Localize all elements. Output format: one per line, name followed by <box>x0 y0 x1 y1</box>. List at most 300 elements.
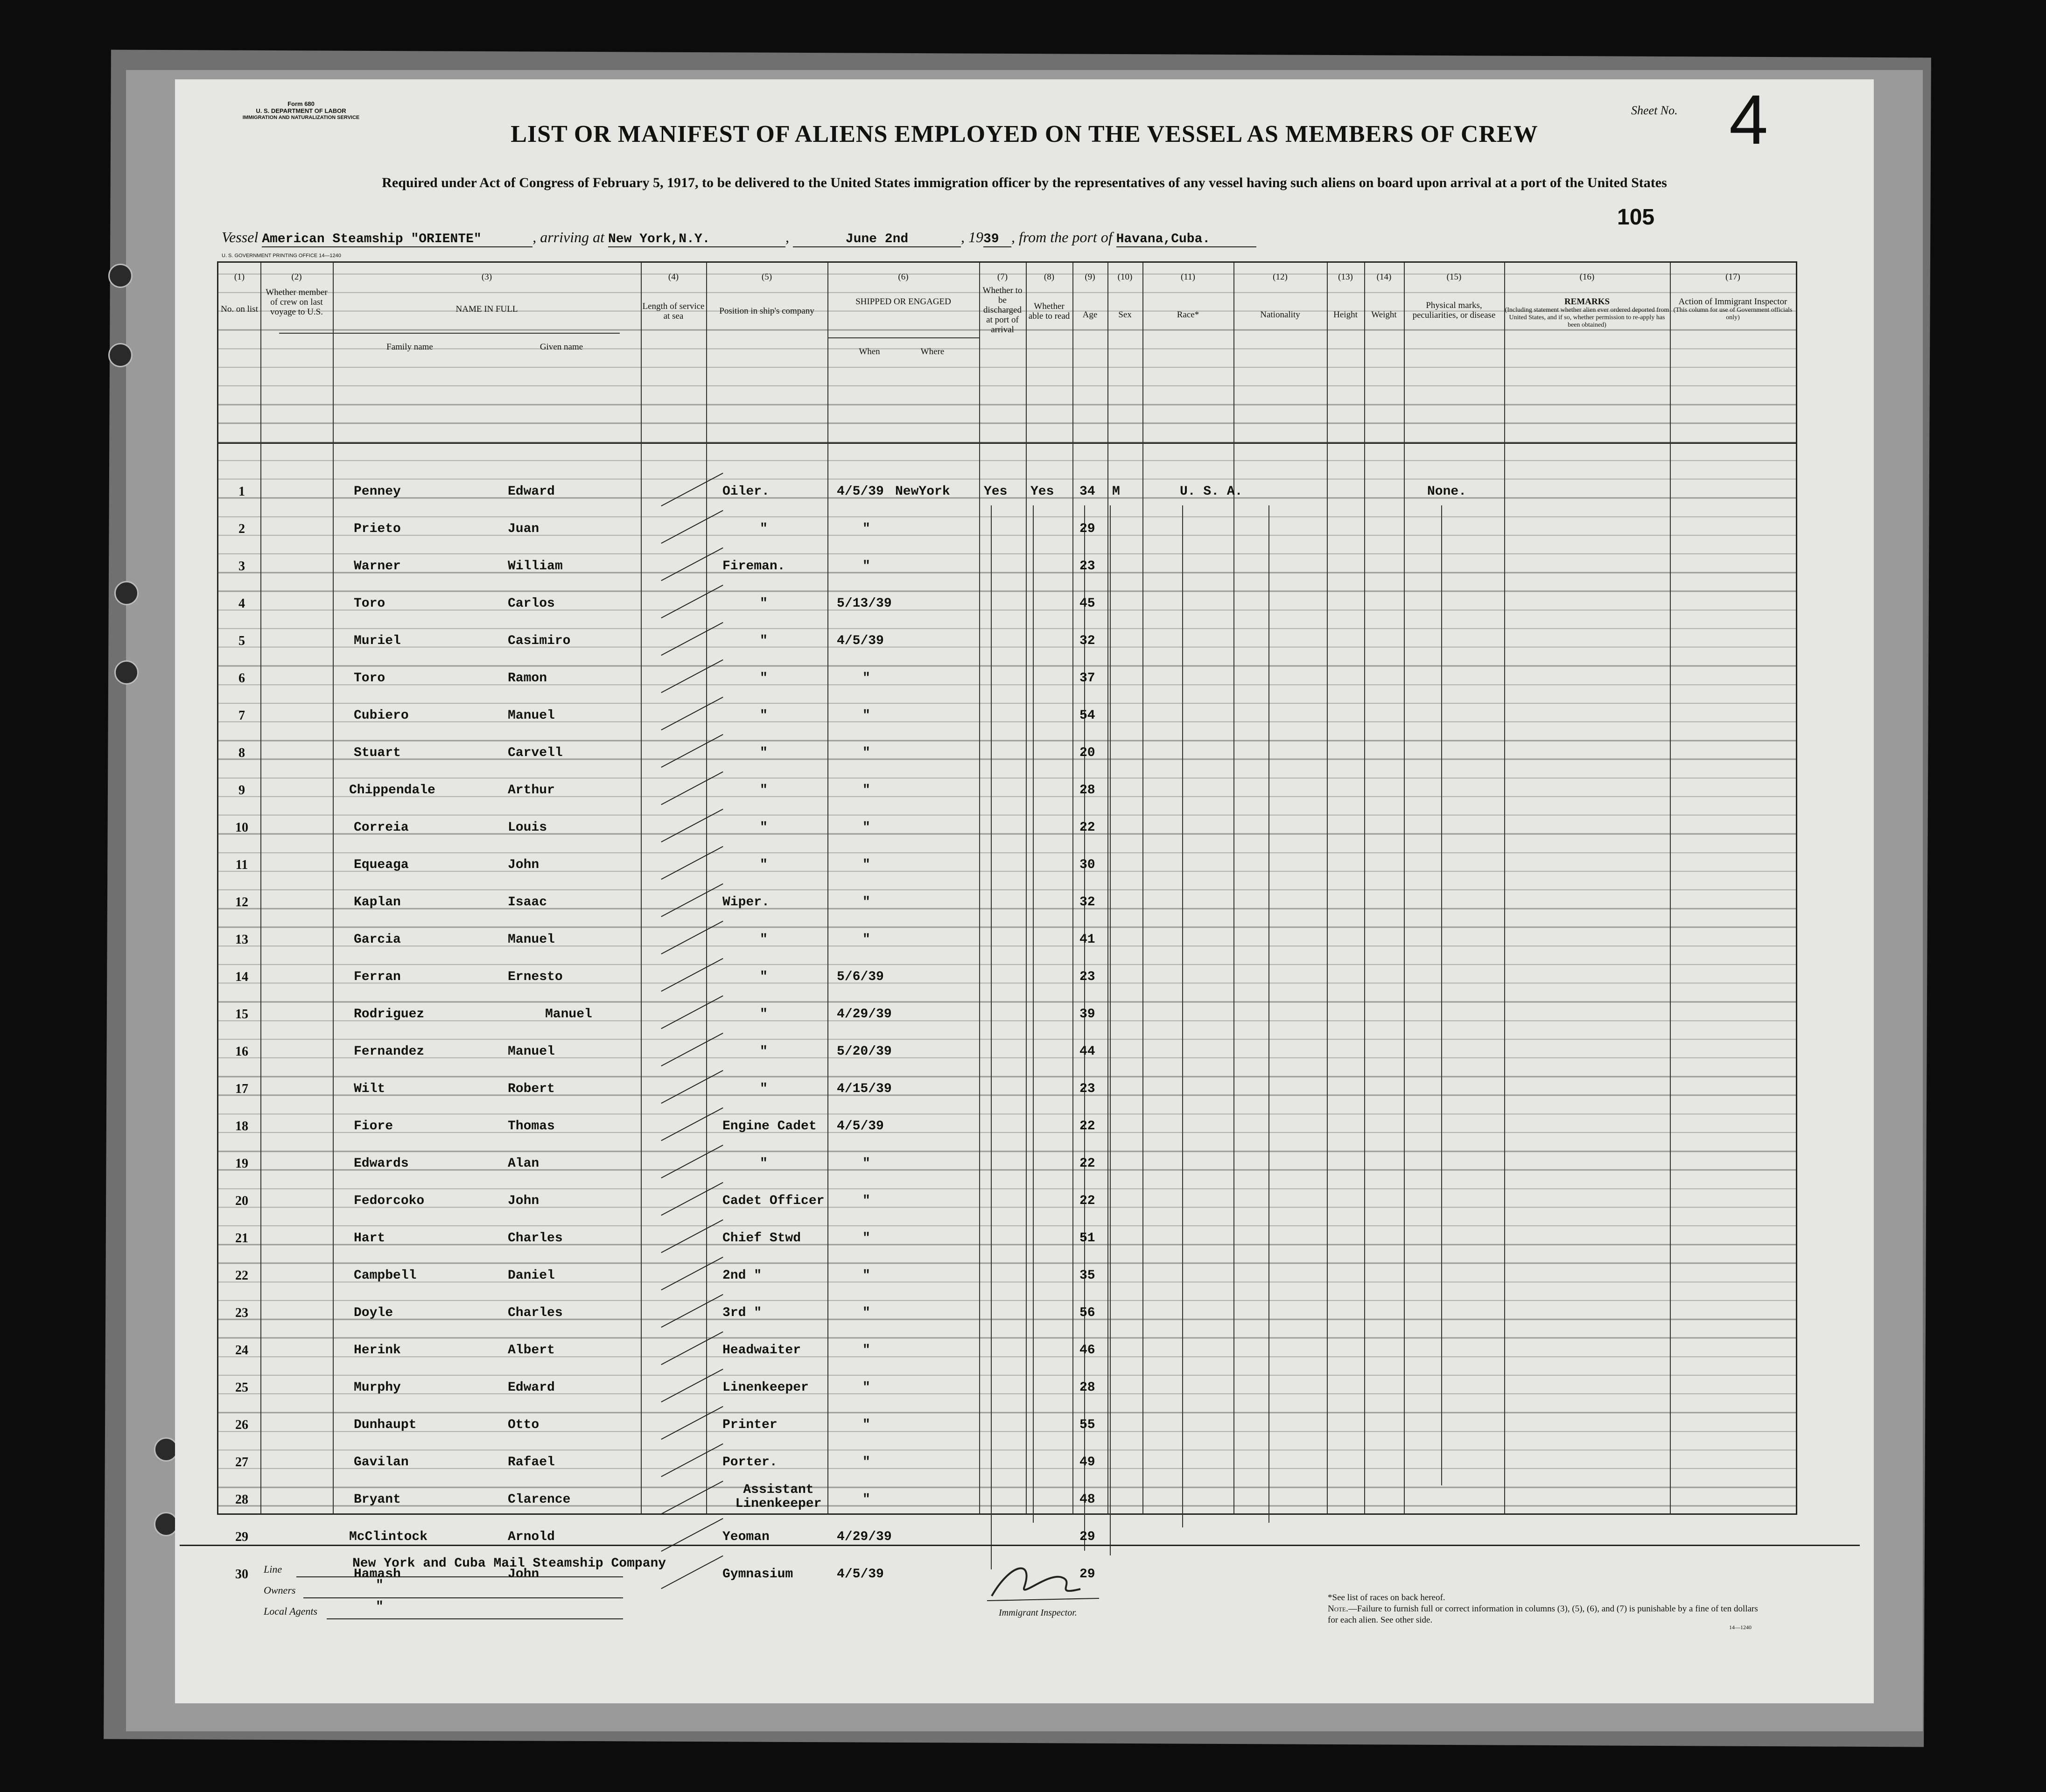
service-check-icon <box>661 1219 723 1253</box>
form-service: IMMIGRATION AND NATURALIZATION SERVICE <box>242 115 360 120</box>
family-name: Dunhaupt <box>354 1418 417 1432</box>
row-number: 11 <box>235 858 248 872</box>
fine-note: Note.—Failure to furnish full or correct information in columns (3), (5), (6), and (7) is punishable by a fine of ten dollars for each alien. See other side. <box>1328 1604 1758 1625</box>
family-name: McClintock <box>349 1530 428 1544</box>
row-number: 27 <box>235 1455 248 1470</box>
sex-value: M <box>1112 484 1120 499</box>
given-name: Isaac <box>508 895 547 910</box>
family-name: Wilt <box>354 1082 385 1096</box>
age: 32 <box>1079 895 1095 910</box>
read-value: Yes <box>1030 484 1054 499</box>
row-number: 5 <box>238 634 245 648</box>
row-number: 18 <box>235 1119 248 1134</box>
position: Yeoman <box>722 1530 770 1544</box>
age: 28 <box>1079 783 1095 798</box>
table-row <box>218 1380 1796 1408</box>
shipped-when: 4/15/39 <box>837 1082 892 1096</box>
table-row <box>218 820 1796 848</box>
position: Wiper. <box>722 895 770 910</box>
year-prefix: , 19 <box>960 229 983 245</box>
family-name: Warner <box>354 559 401 574</box>
table-row <box>218 895 1796 923</box>
shipped-when: " <box>862 858 870 872</box>
service-check-icon <box>661 1070 723 1104</box>
col-5-header: (5) Position in ship's company <box>719 272 814 316</box>
given-name: Ramon <box>508 671 547 686</box>
position: Oiler. <box>722 484 770 499</box>
row-number: 30 <box>235 1567 248 1582</box>
arriving-label: , arriving at <box>533 229 604 245</box>
position: " <box>760 746 768 760</box>
service-check-icon <box>661 1518 723 1552</box>
binder-hole-icon <box>108 343 133 367</box>
family-name: Hart <box>354 1231 385 1246</box>
age: 51 <box>1079 1231 1095 1246</box>
service-check-icon <box>661 771 723 805</box>
age: 54 <box>1079 708 1095 723</box>
family-name: Fernandez <box>354 1044 425 1059</box>
table-row <box>218 1194 1796 1222</box>
position: Assistant Linenkeeper <box>735 1483 822 1511</box>
position: " <box>760 1082 768 1096</box>
row-number: 8 <box>238 746 245 760</box>
family-name: Garcia <box>354 932 401 947</box>
family-name: Toro <box>354 596 385 611</box>
age: 49 <box>1079 1455 1095 1470</box>
service-check-icon <box>661 473 723 506</box>
family-name: Penney <box>354 484 401 499</box>
binder-hole-icon <box>108 264 133 288</box>
family-name: Correia <box>354 820 409 835</box>
given-name: Louis <box>508 820 547 835</box>
col-11-header: (11) Race* <box>1177 272 1199 320</box>
row-number: 14 <box>235 970 248 984</box>
position: Fireman. <box>722 559 785 574</box>
col-3-header: (3) NAME IN FULL <box>455 272 518 314</box>
row-number: 2 <box>238 522 245 536</box>
sheet-label: Sheet No. <box>1631 104 1678 117</box>
age: 23 <box>1079 559 1095 574</box>
position: " <box>760 858 768 872</box>
col-17-header: (17) Action of Immigrant Inspector (This column for use of Government officials only) <box>1673 272 1793 321</box>
col-7-header: (7) Whether to be discharged at port of arrival <box>982 272 1023 335</box>
family-name: Cubiero <box>354 708 409 723</box>
col-9-header: (9) Age <box>1082 272 1098 320</box>
footer-divider <box>180 1545 1860 1546</box>
family-name: Toro <box>354 671 385 686</box>
family-name: Hamash <box>354 1567 401 1582</box>
given-name: Arthur <box>508 783 555 798</box>
given-name: Daniel <box>508 1268 555 1283</box>
service-check-icon <box>661 697 723 730</box>
family-name: Rodriguez <box>354 1007 425 1022</box>
line-label: Line <box>264 1563 282 1575</box>
arrival-port: New York,N.Y. <box>608 232 785 247</box>
family-name: Herink <box>354 1343 401 1358</box>
age: 30 <box>1079 858 1095 872</box>
family-name: Gavilan <box>354 1455 409 1470</box>
position: " <box>760 783 768 798</box>
position: 3rd " <box>722 1306 762 1320</box>
shipped-when: " <box>862 1156 870 1171</box>
age: 35 <box>1079 1268 1095 1283</box>
table-row <box>218 1231 1796 1259</box>
arrival-year: 39 <box>983 232 1011 247</box>
shipped-when: 4/5/39 <box>837 1119 884 1134</box>
family-name: Muriel <box>354 634 401 648</box>
marks-value: None. <box>1427 484 1467 499</box>
age: 23 <box>1079 1082 1095 1096</box>
shipped-when: 5/13/39 <box>837 596 892 611</box>
table-row <box>218 1156 1796 1184</box>
age: 48 <box>1079 1492 1095 1507</box>
service-check-icon <box>661 1033 723 1066</box>
position: " <box>760 708 768 723</box>
given-name: Thomas <box>508 1119 555 1134</box>
col-16-header: (16) REMARKS (Including statement whether alien ever ordered deported from United States, and if so, whether permission to re-apply has been obtained) <box>1505 272 1669 329</box>
shipped-when: " <box>862 1343 870 1358</box>
given-name: Ernesto <box>508 970 563 984</box>
row-number: 7 <box>238 708 245 723</box>
row-number: 20 <box>235 1194 248 1208</box>
shipped-when: 4/5/39 <box>837 634 884 648</box>
service-check-icon <box>661 1107 723 1141</box>
given-name: John <box>508 858 540 872</box>
service-check-icon <box>661 1145 723 1178</box>
from-label: , from the port of <box>1011 229 1113 245</box>
row-number: 12 <box>235 895 248 910</box>
table-row <box>218 1044 1796 1072</box>
row-number: 28 <box>235 1492 248 1507</box>
table-row <box>218 1483 1796 1520</box>
service-check-icon <box>661 547 723 581</box>
row-number: 3 <box>238 559 245 574</box>
service-check-icon <box>661 585 723 618</box>
agents-value: " <box>376 1600 384 1614</box>
family-name: Bryant <box>354 1492 401 1507</box>
family-name: Stuart <box>354 746 401 760</box>
table-row <box>218 1119 1796 1147</box>
family-name: Fedorcoko <box>354 1194 425 1208</box>
given-name: Charles <box>508 1306 563 1320</box>
shipped-when: " <box>862 671 870 686</box>
given-name: Charles <box>508 1231 563 1246</box>
shipped-when: " <box>862 1492 870 1507</box>
shipped-when: 5/20/39 <box>837 1044 892 1059</box>
vessel-label: Vessel <box>222 229 259 245</box>
table-row <box>218 746 1796 774</box>
owners-label: Owners <box>264 1584 296 1596</box>
row-number: 22 <box>235 1268 248 1283</box>
vessel-line: Vessel American Steamship "ORIENTE" , arriving at New York,N.Y. , June 2nd , 1939 , from the port of Havana,Cuba. <box>222 229 1256 247</box>
position: Gymnasium <box>722 1567 793 1582</box>
agents-label: Local Agents <box>264 1605 318 1617</box>
shipped-when: 5/6/39 <box>837 970 884 984</box>
given-name: Robert <box>508 1082 555 1096</box>
given-name: William <box>508 559 563 574</box>
family-name: Kaplan <box>354 895 401 910</box>
table-row <box>218 1455 1796 1483</box>
shipped-when: " <box>862 708 870 723</box>
sheet-number: 4 <box>1729 80 1768 159</box>
row-number: 10 <box>235 820 248 835</box>
table-row <box>218 634 1796 662</box>
age: 22 <box>1079 1194 1095 1208</box>
age: 29 <box>1079 522 1095 536</box>
family-name: Murphy <box>354 1380 401 1395</box>
given-name: Manuel <box>545 1007 592 1022</box>
vessel-name: American Steamship "ORIENTE" <box>262 232 533 247</box>
binder-hole-icon <box>114 581 139 605</box>
table-row <box>218 1082 1796 1110</box>
manifest-sheet <box>175 79 1874 1703</box>
service-check-icon <box>661 995 723 1029</box>
given-name: Manuel <box>508 932 555 947</box>
shipped-when: " <box>862 1194 870 1208</box>
position: " <box>760 1044 768 1059</box>
col-2-header: (2) Whether member of crew on last voyage to U.S. <box>266 272 328 317</box>
family-name: Ferran <box>354 970 401 984</box>
service-check-icon <box>661 1369 723 1402</box>
service-check-icon <box>661 958 723 992</box>
age: 55 <box>1079 1418 1095 1432</box>
races-note: *See list of races on back hereof. <box>1328 1593 1445 1603</box>
form-number: Form 680 <box>287 100 315 107</box>
service-check-icon <box>661 659 723 693</box>
family-name: Fiore <box>354 1119 393 1134</box>
form-header <box>224 100 378 121</box>
table-row <box>218 1306 1796 1334</box>
row-number: 23 <box>235 1306 248 1320</box>
table-row <box>218 484 1796 512</box>
printing-office: U. S. GOVERNMENT PRINTING OFFICE 14—1240 <box>222 253 341 259</box>
age: 45 <box>1079 596 1095 611</box>
footer-notes <box>1328 1592 1766 1626</box>
given-name: Edward <box>508 484 555 499</box>
line-value: New York and Cuba Mail Steamship Company <box>352 1556 666 1571</box>
col-12-header: (12) Nationality <box>1260 272 1300 320</box>
position: 2nd " <box>722 1268 762 1283</box>
shipped-when: " <box>862 783 870 798</box>
shipped-when: 4/29/39 <box>837 1530 892 1544</box>
shipped-when: " <box>862 1231 870 1246</box>
shipped-when: 4/5/39 <box>837 1567 884 1582</box>
position: Porter. <box>722 1455 778 1470</box>
col-10-header: (10) Sex <box>1117 272 1133 320</box>
given-name: Manuel <box>508 708 555 723</box>
age: 29 <box>1079 1567 1095 1582</box>
given-name: Casimiro <box>508 634 571 648</box>
where-header: Where <box>920 347 945 357</box>
position: Linenkeeper <box>722 1380 809 1395</box>
row-number: 29 <box>235 1530 248 1544</box>
col-14-header: (14) Weight <box>1371 272 1397 320</box>
discharged-value: Yes <box>984 484 1008 499</box>
table-row <box>218 1268 1796 1296</box>
shipped-when: 4/29/39 <box>837 1007 892 1022</box>
given-name: Carlos <box>508 596 555 611</box>
shipped-when: " <box>862 522 870 536</box>
table-row <box>218 671 1796 699</box>
age: 20 <box>1079 746 1095 760</box>
family-name: Equeaga <box>354 858 409 872</box>
position: " <box>760 1156 768 1171</box>
shipped-when: " <box>862 895 870 910</box>
nationality-value: U. S. A. <box>1180 484 1243 499</box>
table-row <box>218 932 1796 960</box>
position: " <box>760 522 768 536</box>
given-name: Otto <box>508 1418 540 1432</box>
age: 41 <box>1079 932 1095 947</box>
shipped-when: " <box>862 746 870 760</box>
position: " <box>760 820 768 835</box>
given-name: John <box>508 1567 540 1582</box>
table-row <box>218 783 1796 811</box>
service-check-icon <box>661 921 723 954</box>
position: " <box>760 634 768 648</box>
age: 22 <box>1079 820 1095 835</box>
service-check-icon <box>661 1481 723 1514</box>
shipped-when: " <box>862 1455 870 1470</box>
row-number: 6 <box>238 671 245 686</box>
family-name: Prieto <box>354 522 401 536</box>
col-6-header: (6) SHIPPED OR ENGAGED <box>855 272 951 307</box>
shipped-when: " <box>862 559 870 574</box>
where-value: NewYork <box>895 484 950 499</box>
position: " <box>760 970 768 984</box>
table-row <box>218 522 1796 550</box>
shipped-when: " <box>862 1306 870 1320</box>
position: " <box>760 671 768 686</box>
table-row <box>218 1418 1796 1446</box>
row-number: 4 <box>238 596 245 611</box>
shipped-when: " <box>862 820 870 835</box>
row-number: 25 <box>235 1380 248 1395</box>
given-name: Manuel <box>508 1044 555 1059</box>
position: Printer <box>722 1418 778 1432</box>
table-row <box>218 559 1796 587</box>
shipped-when: " <box>862 1268 870 1283</box>
row-number: 1 <box>238 484 245 499</box>
family-name-header: Family name <box>386 342 433 352</box>
col-8-header: (8) Whether able to read <box>1028 272 1070 321</box>
service-check-icon <box>661 734 723 768</box>
row-number: 21 <box>235 1231 248 1246</box>
service-check-icon <box>661 1182 723 1216</box>
service-check-icon <box>661 622 723 656</box>
age: 32 <box>1079 634 1095 648</box>
family-name: Campbell <box>354 1268 417 1283</box>
given-name: Arnold <box>508 1530 555 1544</box>
service-check-icon <box>661 846 723 880</box>
given-name: Albert <box>508 1343 555 1358</box>
form-department: U. S. DEPARTMENT OF LABOR <box>256 107 346 114</box>
when-header: When <box>859 347 880 357</box>
service-check-icon <box>661 510 723 544</box>
table-row <box>218 708 1796 736</box>
shipped-when: " <box>862 932 870 947</box>
position: " <box>760 1007 768 1022</box>
arrival-date: June 2nd <box>793 232 961 247</box>
service-check-icon <box>661 1443 723 1477</box>
shipped-when: 4/5/39 <box>837 484 884 499</box>
row-number: 17 <box>235 1082 248 1096</box>
position: Headwaiter <box>722 1343 801 1358</box>
given-name: Edward <box>508 1380 555 1395</box>
given-name: John <box>508 1194 540 1208</box>
stamp-number: 105 <box>1617 205 1655 230</box>
table-row <box>218 970 1796 998</box>
given-name: Clarence <box>508 1492 571 1507</box>
given-name-header: Given name <box>540 342 583 352</box>
table-row <box>218 1343 1796 1371</box>
page-title: LIST OR MANIFEST OF ALIENS EMPLOYED ON THE VESSEL AS MEMBERS OF CREW <box>511 121 1538 147</box>
age: 23 <box>1079 970 1095 984</box>
age: 22 <box>1079 1119 1095 1134</box>
given-name: Alan <box>508 1156 540 1171</box>
binder-hole-icon <box>114 660 139 685</box>
table-row <box>218 1530 1796 1558</box>
age: 46 <box>1079 1343 1095 1358</box>
service-check-icon <box>661 1331 723 1365</box>
shipped-when: " <box>862 1380 870 1395</box>
age: 29 <box>1079 1530 1095 1544</box>
shipped-when: " <box>862 1418 870 1432</box>
row-number: 19 <box>235 1156 248 1171</box>
service-check-icon <box>661 809 723 842</box>
service-check-icon <box>661 1257 723 1290</box>
position: " <box>760 932 768 947</box>
row-number: 24 <box>235 1343 248 1358</box>
age: 44 <box>1079 1044 1095 1059</box>
inspector-signature <box>982 1554 1104 1605</box>
row-number: 15 <box>235 1007 248 1022</box>
given-name: Rafael <box>508 1455 555 1470</box>
given-name: Juan <box>508 522 540 536</box>
position: Cadet Officer <box>722 1194 825 1208</box>
col-13-header: (13) Height <box>1333 272 1358 320</box>
row-number: 13 <box>235 932 248 947</box>
position: Engine Cadet <box>722 1119 817 1134</box>
family-name: Edwards <box>354 1156 409 1171</box>
row-number: 16 <box>235 1044 248 1059</box>
age: 56 <box>1079 1306 1095 1320</box>
age: 37 <box>1079 671 1095 686</box>
header-divider <box>218 442 1796 444</box>
age: 34 <box>1079 484 1095 499</box>
page-subtitle: Required under Act of Congress of February 5, 1917, to be delivered to the United States immigration officer by the representatives of any vessel having such aliens on board upon arrival at a port of the United States <box>382 175 1667 190</box>
row-number: 9 <box>238 783 245 798</box>
position: " <box>760 596 768 611</box>
service-check-icon <box>661 1555 723 1589</box>
age: 22 <box>1079 1156 1095 1171</box>
family-name: Doyle <box>354 1306 393 1320</box>
service-check-icon <box>661 1406 723 1440</box>
form-code: 14—1240 <box>1729 1624 1752 1631</box>
table-row <box>218 596 1796 624</box>
service-check-icon <box>661 883 723 917</box>
given-name: Carvell <box>508 746 563 760</box>
family-name: Chippendale <box>349 783 435 798</box>
row-number: 26 <box>235 1418 248 1432</box>
inspector-label: Immigrant Inspector. <box>999 1608 1077 1618</box>
col-15-header: (15) Physical marks, peculiarities, or disease <box>1412 272 1496 320</box>
service-check-icon <box>661 1294 723 1328</box>
col-4-header: (4) Length of service at sea <box>642 272 705 321</box>
col-1-header: (1) No. on list <box>221 272 258 314</box>
table-row <box>218 858 1796 886</box>
position: Chief Stwd <box>722 1231 801 1246</box>
